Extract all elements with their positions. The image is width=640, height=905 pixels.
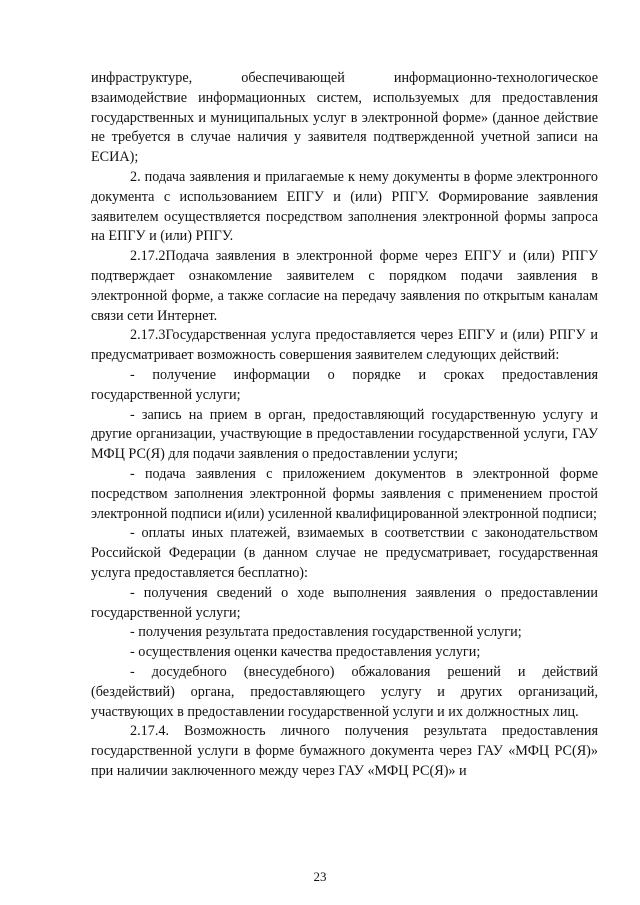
list-item-appeal: - досудебного (внесудебного) обжалования решений и действий (бездействий) органа, предоставляющего услугу и других организаций, участвующих в предоставлении государственной услуги и их должностных лиц. [91, 663, 598, 720]
list-item-information: - получение информации о порядке и сроках предоставления государственной услуги; [91, 366, 598, 403]
page-number: 23 [313, 869, 327, 884]
list-item-payments: - оплаты иных платежей, взимаемых в соответствии с законодательством Российской Федерации (в данном случае не предусматривает, государственная услуга предоставляется бесплатно): [91, 525, 598, 581]
paragraph-2-17-4: 2.17.4. Возможность личного получения результата предоставления государственной услуги в форме бумажного документа через ГАУ «МФЦ РС(Я)» при наличии заключенного между через ГАУ «МФЦ РС(Я)» и [91, 723, 598, 779]
list-item-quality-assessment: - осуществления оценки качества предоставления услуги; [130, 644, 481, 661]
list-item-application-submission: - подача заявления с приложением документов в электронной форме посредством заполнения электронной формы заявления с применением простой электронной подписи и(или) усиленной квалифицированной электронной подписи; [91, 465, 598, 522]
paragraph-item-2: 2. подача заявления и прилагаемые к нему документы в форме электронного документа с использованием ЕПГУ и (или) РПГУ. Формирование заявления заявителем осуществляется посредством заполнения электронной формы запроса на ЕПГУ и (или) РПГУ. [91, 168, 598, 245]
paragraph-2-17-2: 2.17.2Подача заявления в электронной форме через ЕПГУ и (или) РПГУ подтверждает ознакомление заявителем с порядком подачи заявления в электронной форме, а также согласие на передачу заявления по открытым каналам связи сети Интернет. [91, 248, 598, 324]
paragraph-esia-continuation: инфраструктуре, обеспечивающей информационно-технологическое взаимодействие информационных систем, используемых для предоставления государственных и муниципальных услуг в электронной форме» (данное действие не требуется в случае наличия у заявителя подтвержденной учетной записи на ЕСИА); [91, 70, 598, 166]
list-item-status-info: - получения сведений о ходе выполнения заявления о предоставлении государственной услуги; [91, 584, 598, 621]
list-item-result: - получения результата предоставления государственной услуги; [130, 624, 522, 641]
document-body [91, 69, 598, 782]
list-item-appointment: - запись на прием в орган, предоставляющий государственную услугу и другие организации, участвующие в предоставлении государственной услуги, ГАУ МФЦ РС(Я) для подачи заявления о предоставлении услуги; [91, 406, 598, 463]
paragraph-2-17-3: 2.17.3Государственная услуга предоставляется через ЕПГУ и (или) РПГУ и предусматривает возможность совершения заявителем следующих действий: [91, 327, 598, 364]
